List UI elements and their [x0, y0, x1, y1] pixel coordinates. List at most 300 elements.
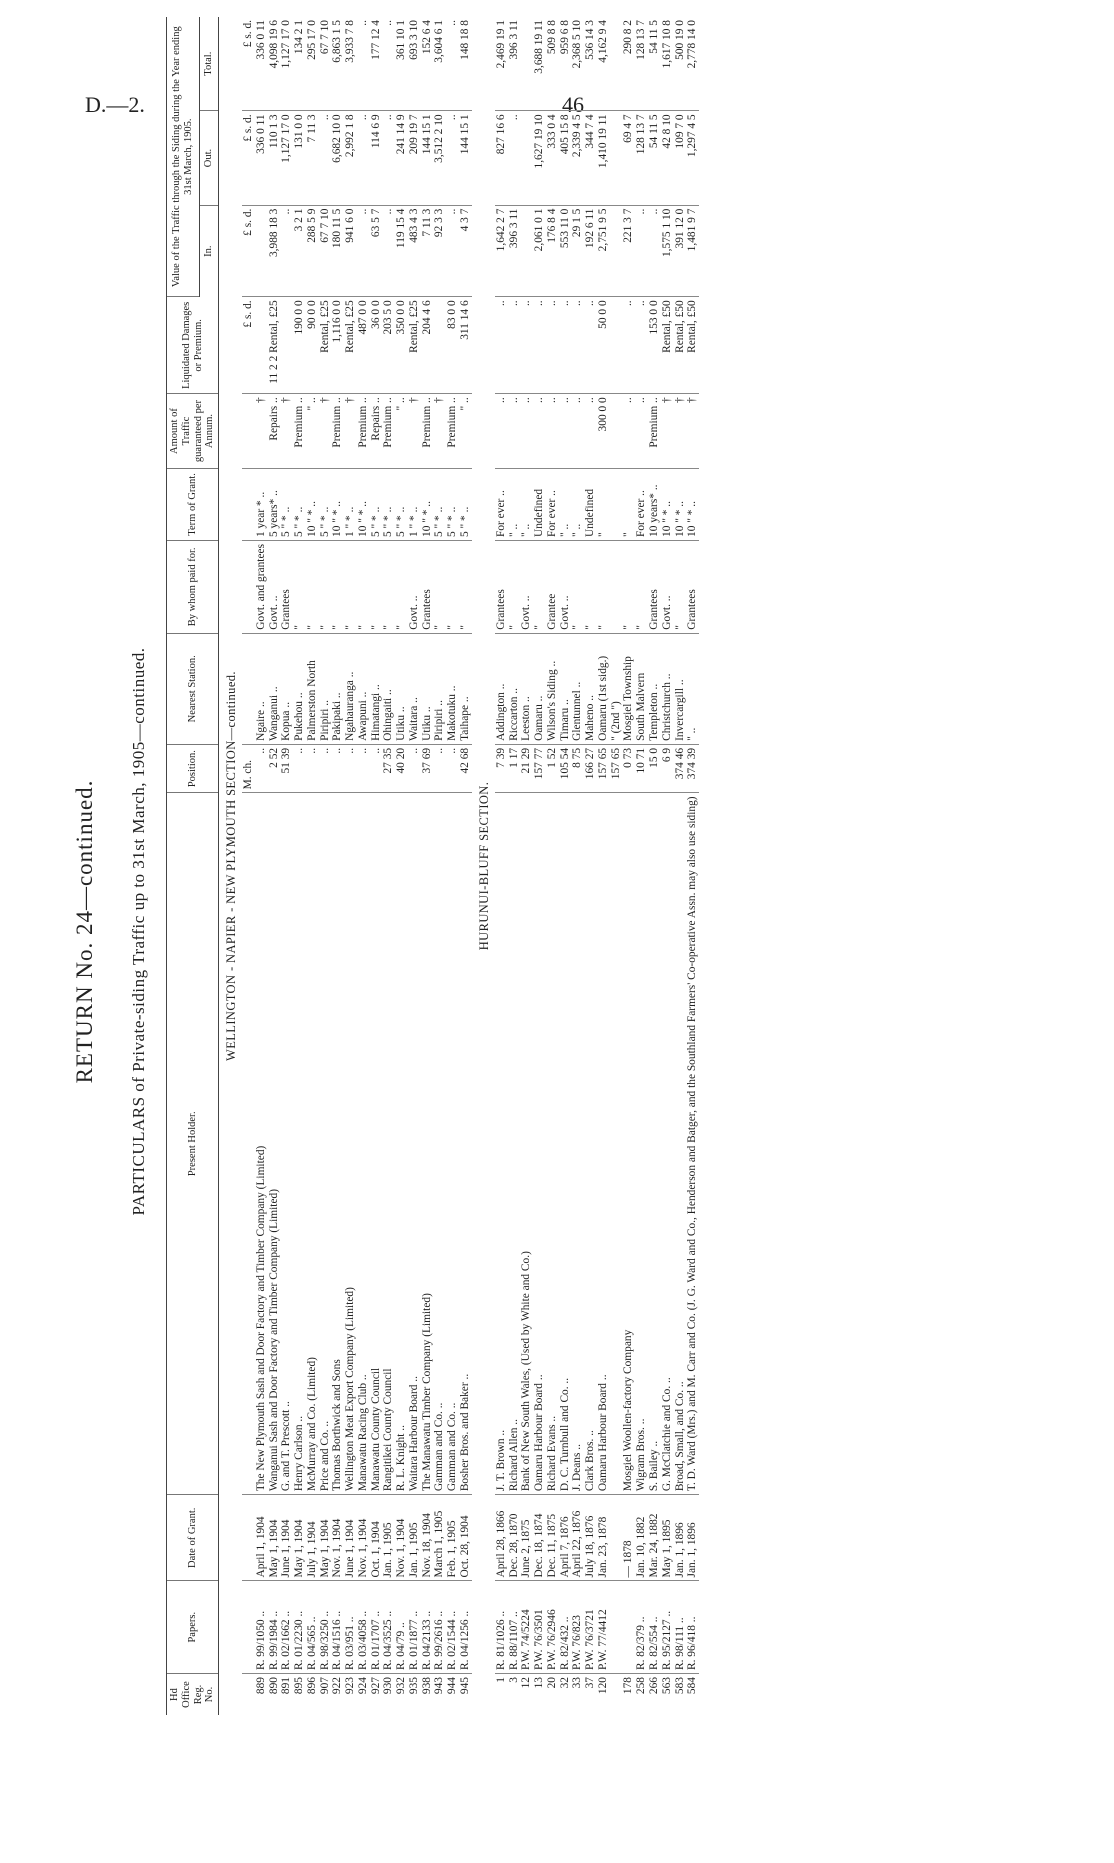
cell-position: ..	[331, 744, 344, 793]
cell-position: ..	[446, 744, 459, 793]
cell-station: Glentunnel ..	[571, 633, 584, 744]
table-row	[293, 17, 306, 1715]
cell-amount: Premium ..	[293, 394, 306, 469]
cell-value-total: 134 2 1	[293, 17, 306, 111]
cell-damages: 203 5 0	[382, 297, 395, 394]
cell-paid-by: "	[533, 540, 546, 633]
cell-date: April 1, 1904	[255, 1495, 268, 1581]
cell-damages: ..	[584, 297, 597, 394]
cell-amount: ..	[520, 394, 533, 469]
cell-damages: 83 0 0	[446, 297, 459, 394]
cell-amount: †	[674, 394, 687, 469]
cell-station: Utiku ..	[395, 633, 408, 744]
cell-station: Pakipaki ..	[331, 633, 344, 744]
cell-papers: R. 99/1984 ..	[268, 1581, 281, 1674]
cell-value-in: 1,481 9 7	[686, 205, 699, 297]
cell-station: Leeston ..	[520, 633, 533, 744]
cell-papers: R. 96/418 ..	[686, 1581, 699, 1674]
cell-amount: Premium ..	[357, 394, 370, 469]
cell-value-total: 3,933 7 8	[344, 17, 357, 111]
cell-date: Dec. 28, 1870	[508, 1495, 521, 1581]
table-row	[610, 17, 623, 1715]
cell-papers: R. 88/1107 ..	[508, 1581, 521, 1674]
cell-value-in: 396 3 11	[508, 205, 521, 297]
cell-position: 157 77	[533, 744, 546, 793]
cell-damages: ..	[635, 297, 648, 394]
cell-value-total: 536 14 3	[584, 17, 597, 111]
table-row	[559, 17, 572, 1715]
cell-station: Kopua ..	[280, 633, 293, 744]
cell-value-out: 1,410 19 11	[597, 111, 610, 205]
col-value-group: Value of the Traffic through the Siding during the Year ending 31st March, 1905.	[167, 17, 200, 297]
cell-holder: Henry Carlson ..	[293, 793, 306, 1495]
cell-value-total: 54 11 5	[648, 17, 661, 111]
cell-position: 37 69	[421, 744, 434, 793]
cell-term: 5 " * ..	[319, 468, 332, 540]
cell-papers: P.W. 76/3501	[533, 1581, 546, 1674]
cell-station: Ngaire ..	[255, 633, 268, 744]
cell-station: Oamaru (1st sidg.)	[597, 633, 610, 744]
units-in: £ s. d.	[242, 205, 255, 297]
cell-holder: Wigram Bros. ..	[635, 793, 648, 1495]
cell-paid-by: "	[306, 540, 319, 633]
cell-term: Undefined	[584, 468, 597, 540]
cell-holder: Richard Allen ..	[508, 793, 521, 1495]
table-row	[508, 17, 521, 1715]
cell-position: 51 39	[280, 744, 293, 793]
cell-holder: Clark Bros. ..	[584, 793, 597, 1495]
cell-value-in: 483 4 3	[408, 205, 421, 297]
cell-station: " (2nd ")	[610, 633, 623, 744]
cell-value-out: 144 15 1	[459, 111, 472, 205]
cell-value-out: 241 14 9	[395, 111, 408, 205]
cell-paid-by	[610, 540, 623, 633]
cell-papers: R. 99/2616 ..	[433, 1581, 446, 1674]
cell-damages: Rental, £25	[344, 297, 357, 394]
cell-value-total: 2,778 14 0	[686, 17, 699, 111]
cell-value-in: 7 11 3	[421, 205, 434, 297]
cell-value-total: 693 3 10	[408, 17, 421, 111]
cell-amount: †	[408, 394, 421, 469]
cell-papers: R. 82/379 ..	[635, 1581, 648, 1674]
cell-reg-no: 258	[635, 1677, 648, 1695]
cell-amount: ..	[622, 394, 635, 469]
cell-term: 10 " * ..	[306, 468, 319, 540]
cell-date: June 2, 1875	[520, 1495, 533, 1581]
cell-station: Invercargill ..	[674, 633, 687, 744]
table-row	[370, 17, 383, 1715]
cell-holder: Thomas Borthwick and Sons	[331, 793, 344, 1495]
cell-holder: The New Plymouth Sash and Door Factory and Timber Company (Limited)	[255, 793, 268, 1495]
cell-value-in: 119 15 4	[395, 205, 408, 297]
cell-term: 1 " * ..	[344, 468, 357, 540]
cell-damages: 350 0 0	[395, 297, 408, 394]
cell-station: Pukehou ..	[293, 633, 306, 744]
col-value-total: Total.	[199, 17, 218, 111]
cell-reg-no: 266	[647, 1677, 660, 1695]
cell-damages: Rental, £25	[408, 297, 421, 394]
cell-value-in: ..	[648, 205, 661, 297]
cell-value-out: 128 13 7	[635, 111, 648, 205]
cell-value-out: 333 0 4	[546, 111, 559, 205]
cell-reg-no: 1	[494, 1677, 507, 1683]
cell-paid-by: "	[459, 540, 472, 633]
cell-term: 10 " * ..	[674, 468, 687, 540]
cell-value-out: ..	[319, 111, 332, 205]
cell-position: 157 65	[610, 744, 623, 793]
section2-heading: HURUNUI-BLUFF SECTION.	[476, 781, 491, 951]
cell-papers: R. 01/1707 ..	[370, 1581, 383, 1674]
table-row	[382, 17, 395, 1715]
cell-value-total: 500 19 0	[674, 17, 687, 111]
cell-date: May 1, 1904	[293, 1495, 306, 1581]
cell-value-total: 290 8 2	[622, 17, 635, 111]
cell-reg-no: 935	[407, 1677, 420, 1695]
cell-position: 1 17	[508, 744, 521, 793]
cell-date: — 1878	[622, 1495, 635, 1581]
cell-reg-no: 944	[446, 1677, 459, 1695]
cell-position: 105 54	[559, 744, 572, 793]
cell-amount: " ..	[395, 394, 408, 469]
table-row	[280, 17, 293, 1715]
cell-value-out: 7 11 3	[306, 111, 319, 205]
cell-reg-no: 922	[331, 1677, 344, 1695]
cell-value-total: 128 13 7	[635, 17, 648, 111]
cell-date: May 1, 1904	[319, 1495, 332, 1581]
cell-position: 166 27	[584, 744, 597, 793]
cell-position: ..	[344, 744, 357, 793]
cell-reg-no: 923	[344, 1677, 357, 1695]
cell-papers: R. 98/111 ..	[674, 1581, 687, 1674]
cell-value-in: ..	[635, 205, 648, 297]
cell-value-total: 3,688 19 11	[533, 17, 546, 111]
cell-position: 8 75	[571, 744, 584, 793]
cell-date: July 1, 1904	[306, 1495, 319, 1581]
cell-holder: McMurray and Co. (Limited)	[306, 793, 319, 1495]
cell-term: 10 " * ..	[421, 468, 434, 540]
cell-term: 10 years* ..	[648, 468, 661, 540]
cell-value-in: 1,642 2 7	[495, 205, 508, 297]
cell-value-out: 110 1 3	[268, 111, 281, 205]
cell-paid-by: "	[357, 540, 370, 633]
cell-value-in: 553 11 0	[559, 205, 572, 297]
cell-reg-no	[610, 1674, 623, 1715]
cell-amount: Repairs ..	[268, 394, 281, 469]
cell-damages: 1,116 0 0	[331, 297, 344, 394]
cell-value-total: 396 3 11	[508, 17, 521, 111]
units-damages: £ s. d.	[242, 297, 255, 394]
cell-position: 21 29	[520, 744, 533, 793]
cell-value-total: 295 17 0	[306, 17, 319, 111]
cell-value-out: 827 16 6	[495, 111, 508, 205]
cell-paid-by: "	[395, 540, 408, 633]
cell-date: Jan. 1, 1896	[674, 1495, 687, 1581]
table-header-row	[167, 17, 200, 1715]
cell-holder: Oamaru Harbour Board ..	[533, 793, 546, 1495]
cell-value-in: 391 12 0	[674, 205, 687, 297]
cell-reg-no: 12	[520, 1677, 533, 1689]
cell-term: For ever ..	[635, 468, 648, 540]
cell-position: 0 73	[622, 744, 635, 793]
cell-amount: Premium ..	[421, 394, 434, 469]
cell-station: Mosgiel Township	[622, 633, 635, 744]
cell-amount: ..	[559, 394, 572, 469]
col-position: Position.	[167, 744, 219, 793]
cell-value-in: 2,061 0 1	[533, 205, 546, 297]
cell-reg-no: 945	[459, 1677, 472, 1695]
cell-term: 5 " * ..	[395, 468, 408, 540]
cell-value-in: 941 6 0	[344, 205, 357, 297]
table-row	[571, 17, 584, 1715]
cell-paid-by: Grantees	[686, 540, 699, 633]
table-row	[408, 17, 421, 1715]
cell-amount: †	[344, 394, 357, 469]
cell-papers: P.W. 74/5224	[520, 1581, 533, 1674]
cell-value-out: 1,127 17 0	[280, 111, 293, 205]
cell-amount: ..	[635, 394, 648, 469]
cell-term: 10 " * ..	[661, 468, 674, 540]
cell-paid-by: "	[382, 540, 395, 633]
cell-value-out	[610, 111, 623, 205]
cell-value-out: 131 0 0	[293, 111, 306, 205]
cell-paid-by: "	[622, 540, 635, 633]
cell-holder: Broad, Small, and Co. ..	[674, 793, 687, 1495]
cell-position: ..	[408, 744, 421, 793]
cell-value-out: 6,682 10 0	[331, 111, 344, 205]
cell-position: 40 20	[395, 744, 408, 793]
cell-papers: R. 01/2230 ..	[293, 1581, 306, 1674]
table-row	[306, 17, 319, 1715]
cell-value-out: 69 4 7	[622, 111, 635, 205]
cell-reg-no: 13	[533, 1677, 546, 1689]
cell-station: Riccarton ..	[508, 633, 521, 744]
cell-station: Oamaru ..	[533, 633, 546, 744]
cell-date: Oct. 28, 1904	[459, 1495, 472, 1581]
cell-value-total	[520, 17, 533, 111]
table-row	[622, 17, 635, 1715]
cell-value-out	[520, 111, 533, 205]
cell-station: Ohingaiti ..	[382, 633, 395, 744]
cell-damages: Rental, £50	[686, 297, 699, 394]
cell-damages: ..	[533, 297, 546, 394]
cell-value-out: 344 7 4	[584, 111, 597, 205]
table-row	[395, 17, 408, 1715]
cell-amount: ..	[495, 394, 508, 469]
cell-value-out: 42 8 10	[661, 111, 674, 205]
cell-value-in: 176 8 4	[546, 205, 559, 297]
cell-paid-by: Govt. ..	[661, 540, 674, 633]
cell-position: 27 35	[382, 744, 395, 793]
cell-term: 1 year * ..	[255, 468, 268, 540]
cell-station: Utiku ..	[421, 633, 434, 744]
cell-holder: Bosher Bros. and Baker ..	[459, 793, 472, 1495]
cell-reg-no: 20	[545, 1677, 558, 1689]
cell-station: Wilson's Siding ..	[546, 633, 559, 744]
col-damages: Liquidated Damages or Premium.	[167, 297, 219, 394]
cell-value-total: 4,162 9 4	[597, 17, 610, 111]
section-heading-row	[472, 17, 495, 1715]
cell-paid-by: Govt. ..	[268, 540, 281, 633]
cell-value-out: ..	[446, 111, 459, 205]
cell-amount: Repairs ..	[370, 394, 383, 469]
cell-amount	[610, 394, 623, 469]
cell-reg-no: 927	[369, 1677, 382, 1695]
section1-heading: WELLINGTON - NAPIER - NEW PLYMOUTH SECTION—continued.	[224, 671, 238, 1061]
cell-amount: †	[280, 394, 293, 469]
cell-reg-no: 3	[507, 1677, 520, 1683]
cell-paid-by: "	[571, 540, 584, 633]
table-row	[433, 17, 446, 1715]
table-row	[533, 17, 546, 1715]
cell-holder: Mosgiel Woollen-factory Company	[622, 793, 635, 1495]
cell-term: 5 " * ..	[459, 468, 472, 540]
cell-reg-no: 120	[596, 1677, 609, 1695]
cell-reg-no: 938	[420, 1677, 433, 1695]
col-paid-by: By whom paid for.	[167, 540, 219, 633]
cell-value-in	[610, 205, 623, 297]
cell-station: " ..	[686, 633, 699, 744]
cell-holder: G. McClatchie and Co. ..	[661, 793, 674, 1495]
table-row	[446, 17, 459, 1715]
cell-amount: †	[686, 394, 699, 469]
cell-position: 374 46	[674, 744, 687, 793]
cell-value-total: 1,127 17 0	[280, 17, 293, 111]
cell-papers: P.W. 76/823	[571, 1581, 584, 1674]
cell-damages: ..	[508, 297, 521, 394]
cell-paid-by: "	[584, 540, 597, 633]
cell-paid-by: Grantees	[421, 540, 434, 633]
cell-paid-by: Govt. ..	[520, 540, 533, 633]
cell-station: Wanganui ..	[268, 633, 281, 744]
cell-damages: ..	[546, 297, 559, 394]
cell-papers: R. 04/565 ..	[306, 1581, 319, 1674]
cell-term: 1 " * ..	[408, 468, 421, 540]
table-row	[344, 17, 357, 1715]
cell-amount: †	[661, 394, 674, 469]
cell-station: Palmerston North	[306, 633, 319, 744]
cell-value-in: 67 7 10	[319, 205, 332, 297]
cell-position: 7 39	[495, 744, 508, 793]
cell-damages: ..	[622, 297, 635, 394]
cell-value-in: ..	[382, 205, 395, 297]
cell-value-out: 209 19 7	[408, 111, 421, 205]
cell-position: ..	[433, 744, 446, 793]
cell-papers: R. 03/4058 ..	[357, 1581, 370, 1674]
cell-paid-by: Govt. ..	[559, 540, 572, 633]
cell-damages: 36 0 0	[370, 297, 383, 394]
cell-date: Feb. 1, 1905	[446, 1495, 459, 1581]
cell-paid-by: "	[635, 540, 648, 633]
table-row	[686, 17, 699, 1715]
return-title: RETURN No. 24—continued.	[72, 779, 97, 1084]
cell-paid-by: Grantees	[495, 540, 508, 633]
cell-date: April 22, 1876	[571, 1495, 584, 1581]
cell-term: Undefined	[533, 468, 546, 540]
cell-value-out: ..	[357, 111, 370, 205]
cell-reg-no: 924	[356, 1677, 369, 1695]
cell-papers: R. 04/79 ..	[395, 1581, 408, 1674]
cell-amount: ..	[508, 394, 521, 469]
cell-holder: Manawatu County Council	[370, 793, 383, 1495]
cell-value-out: 1,627 19 10	[533, 111, 546, 205]
cell-reg-no: 907	[318, 1677, 331, 1695]
cell-value-out: 144 15 1	[421, 111, 434, 205]
cell-value-out: 114 6 9	[370, 111, 383, 205]
cell-position: 374 39	[686, 744, 699, 793]
particulars-title-text: PARTICULARS of Private-siding Traffic up to 31st March, 1905—continued.	[129, 647, 148, 1216]
cell-value-in	[255, 205, 268, 297]
cell-value-in: 4 3 7	[459, 205, 472, 297]
cell-value-out: ..	[508, 111, 521, 205]
cell-damages: 153 0 0	[648, 297, 661, 394]
cell-value-total: 6,863 1 5	[331, 17, 344, 111]
cell-amount: Premium ..	[648, 394, 661, 469]
cell-value-total: 361 10 1	[395, 17, 408, 111]
cell-damages: 190 0 0	[293, 297, 306, 394]
table-row	[661, 17, 674, 1715]
cell-holder: T. D. Ward (Mrs.) and M. Carr and Co. (J. G. Ward and Co., Henderson and Batger, and the Southland Farmers' Co-operative Assn. may also use siding)	[686, 793, 699, 1495]
units-out: £ s. d.	[242, 111, 255, 205]
cell-papers: P.W. 76/2946	[546, 1581, 559, 1674]
cell-value-in: 29 1 5	[571, 205, 584, 297]
cell-paid-by: "	[319, 540, 332, 633]
cell-term: " ..	[571, 468, 584, 540]
cell-station: South Malvern	[635, 633, 648, 744]
table-row	[520, 17, 533, 1715]
cell-term: 5 " * ..	[382, 468, 395, 540]
cell-reg-no: 178	[622, 1677, 635, 1695]
cell-date: Jan. 23, 1878	[597, 1495, 610, 1581]
traffic-table	[166, 17, 699, 1715]
cell-holder: G. and T. Prescott ..	[280, 793, 293, 1495]
cell-papers: R. 95/2127 ..	[661, 1581, 674, 1674]
cell-value-total: 4,098 19 6	[268, 17, 281, 111]
cell-reg-no: 896	[305, 1677, 318, 1695]
cell-value-in: 288 5 9	[306, 205, 319, 297]
cell-papers: R. 81/1026 ..	[495, 1581, 508, 1674]
col-value-in: In.	[199, 205, 218, 297]
cell-date: Jan. 1, 1896	[686, 1495, 699, 1581]
cell-holder: Bank of New South Wales, (Used by White and Co.)	[520, 793, 533, 1495]
cell-value-in: 1,575 1 10	[661, 205, 674, 297]
cell-holder: Gamman and Co. ..	[446, 793, 459, 1495]
cell-damages: 11 2 2 Rental, £25	[268, 297, 281, 394]
cell-papers: R. 82/554 ..	[648, 1581, 661, 1674]
cell-position: 42 68	[459, 744, 472, 793]
cell-term: "	[622, 468, 635, 540]
cell-value-out: ..	[382, 111, 395, 205]
cell-amount: ..	[571, 394, 584, 469]
cell-term: 5 " * ..	[280, 468, 293, 540]
cell-paid-by: Grantees	[648, 540, 661, 633]
cell-position: 15 0	[648, 744, 661, 793]
cell-date: Nov. 1, 1904	[357, 1495, 370, 1581]
cell-amount: †	[319, 394, 332, 469]
cell-holder: Oamaru Harbour Board ..	[597, 793, 610, 1495]
cell-term: 5 " * ..	[446, 468, 459, 540]
cell-papers: R. 04/1256 ..	[459, 1581, 472, 1674]
cell-reg-no: 584	[686, 1677, 699, 1695]
cell-date: Jan. 10, 1882	[635, 1495, 648, 1581]
cell-damages: ..	[520, 297, 533, 394]
cell-paid-by: "	[433, 540, 446, 633]
cell-value-total: 152 6 4	[421, 17, 434, 111]
cell-term: 10 " * ..	[331, 468, 344, 540]
cell-date: April 28, 1866	[495, 1495, 508, 1581]
section1-body	[219, 17, 472, 1715]
cell-amount: †	[433, 394, 446, 469]
cell-papers: R. 02/1662 ..	[280, 1581, 293, 1674]
